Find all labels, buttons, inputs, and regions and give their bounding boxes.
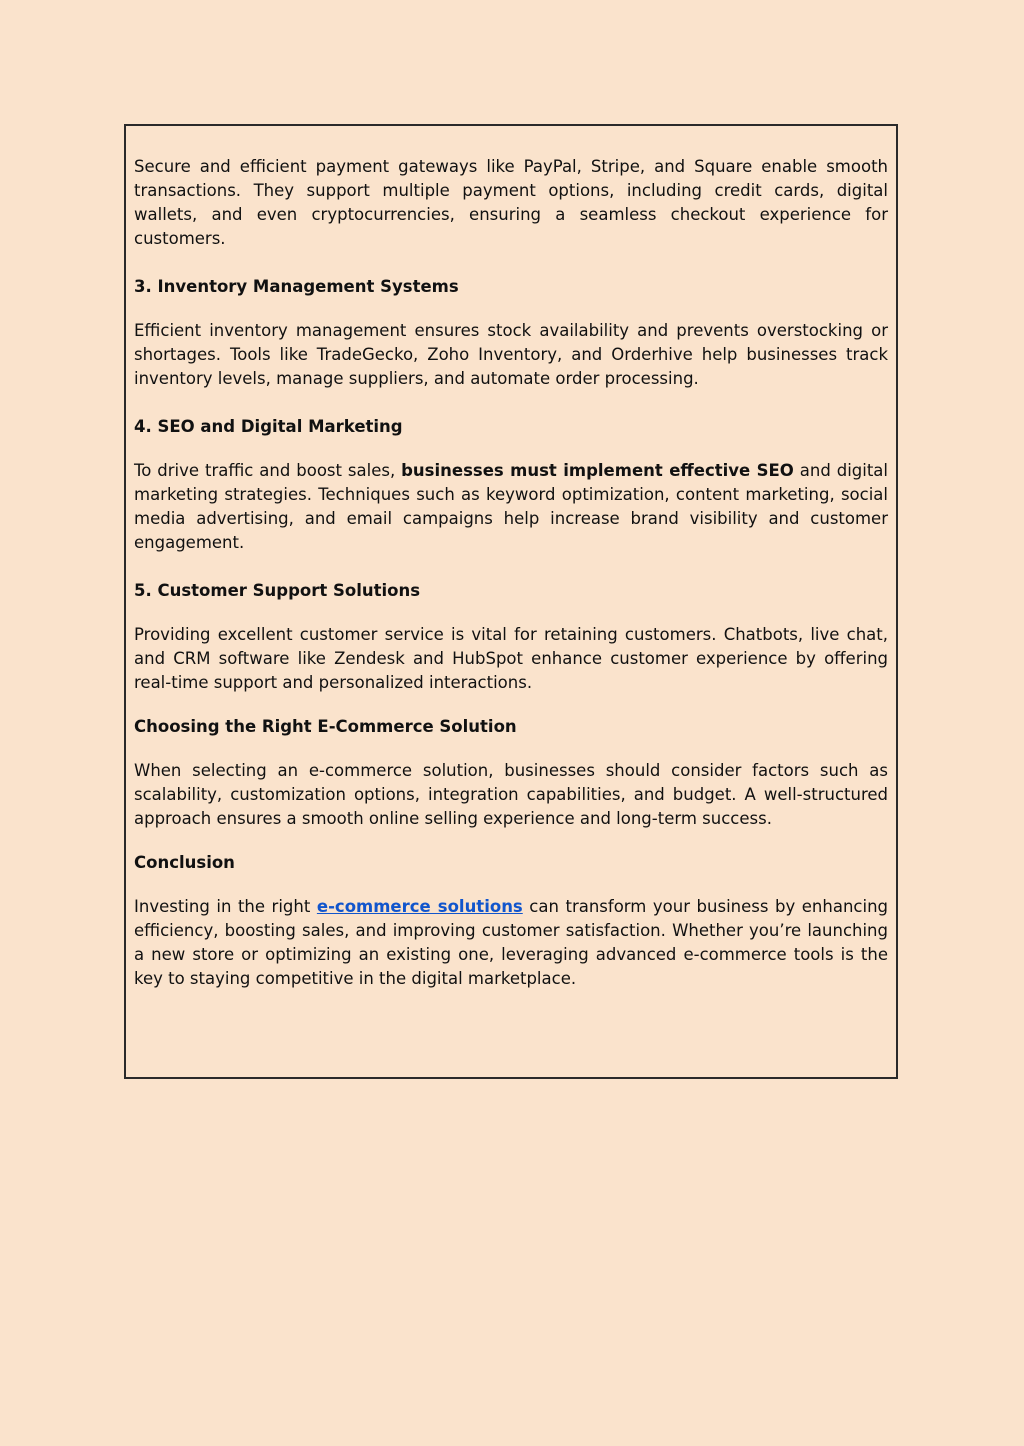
conclusion-paragraph xyxy=(134,895,888,991)
seo-bold-text: businesses must implement effective SEO xyxy=(401,461,794,480)
heading-seo: 4. SEO and Digital Marketing xyxy=(134,417,403,436)
content-frame xyxy=(124,124,898,1079)
conclusion-text-end: can transform your business by enhancing efficiency, boosting sales, and improving customer satisfaction. Whether you’re launching a new store or optimizing an existing one, leveraging advanced e-commerce tools is the key to staying competitive in the digital marketplace. xyxy=(134,897,888,988)
support-paragraph: Providing excellent customer service is vital for retaining customers. Chatbots, live chat, and CRM software like Zendesk and HubSpot enhance customer experience by offering real-time support and personalized interactions. xyxy=(134,625,888,692)
seo-text-start: To drive traffic and boost sales, xyxy=(134,461,402,480)
heading-choosing: Choosing the Right E-Commerce Solution xyxy=(134,717,517,736)
heading-support: 5. Customer Support Solutions xyxy=(134,581,421,600)
document-body xyxy=(134,155,888,1015)
choosing-paragraph: When selecting an e-commerce solution, businesses should consider factors such as scalability, customization options, integration capabilities, and budget. A well-structured approach ensures a smooth online selling experience and long-term success. xyxy=(134,761,888,828)
inventory-paragraph: Efficient inventory management ensures stock availability and prevents overstocking or shortages. Tools like TradeGecko, Zoho Inventory, and Orderhive help businesses track inventory levels, manage suppliers, and automate order processing. xyxy=(134,321,888,388)
seo-text-end: and digital marketing strategies. Techniques such as keyword optimization, content marketing, social media advertising, and email campaigns help increase brand visibility and customer engagement. xyxy=(134,461,888,552)
seo-paragraph xyxy=(134,459,888,555)
heading-inventory: 3. Inventory Management Systems xyxy=(134,277,459,296)
ecommerce-solutions-link[interactable]: e-commerce solutions xyxy=(316,897,523,916)
intro-paragraph: Secure and efficient payment gateways like PayPal, Stripe, and Square enable smooth transactions. They support multiple payment options, including credit cards, digital wallets, and even cryptocurrencies, ensuring a seamless checkout experience for customers. xyxy=(134,157,888,248)
heading-conclusion: Conclusion xyxy=(134,853,235,872)
conclusion-text-start: Investing in the right xyxy=(134,897,317,916)
